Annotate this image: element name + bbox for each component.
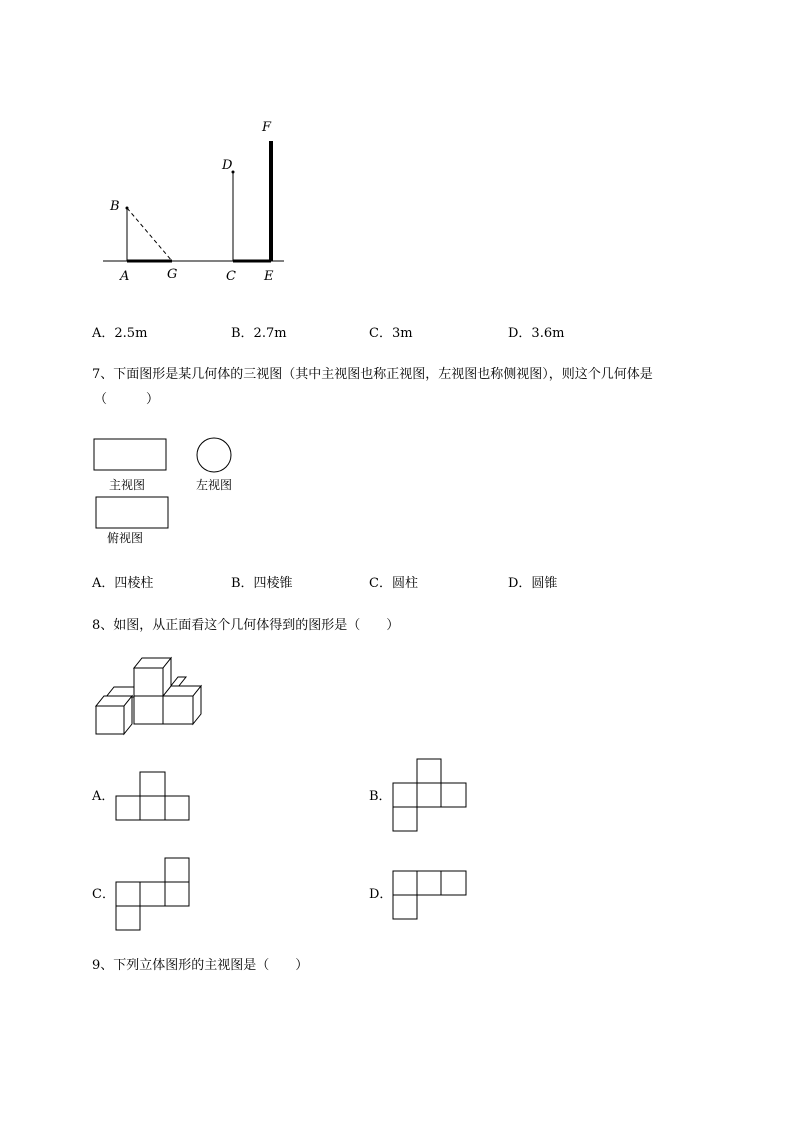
label-f: F xyxy=(262,120,272,135)
q6-option-b: B．2.7m xyxy=(231,326,287,341)
q6-option-c: C．3m xyxy=(369,326,413,341)
q8-option-a-figure xyxy=(116,772,189,820)
q7-option-c: C．圆柱 xyxy=(369,576,418,591)
label-g: G xyxy=(167,267,178,282)
left-view-caption: 左视图 xyxy=(196,478,233,492)
q9-stem: 9、下列立体图形的主视图是（ ） xyxy=(92,958,309,973)
label-e: E xyxy=(264,269,274,284)
label-d: D xyxy=(222,158,233,173)
q8-option-d-figure xyxy=(393,871,466,919)
q6-option-a: A．2.5m xyxy=(92,326,148,341)
q8-option-b-figure xyxy=(393,759,466,831)
top-view-caption: 俯视图 xyxy=(107,531,144,545)
q8-option-c-label: C． xyxy=(92,887,115,902)
q8-option-d-label: D． xyxy=(369,887,393,902)
q8-option-b-label: B． xyxy=(369,789,392,804)
label-a: A xyxy=(120,269,130,284)
q6-option-d: D．3.6m xyxy=(508,326,565,341)
q7-option-b: B．四棱锥 xyxy=(231,576,293,591)
label-b: B xyxy=(110,199,120,214)
front-view-caption: 主视图 xyxy=(109,478,146,492)
q8-option-a-label: A． xyxy=(92,789,115,804)
q7-option-a: A．四棱柱 xyxy=(92,576,154,591)
q8-stem: 8、如图，从正面看这个几何体得到的图形是（ ） xyxy=(92,618,400,633)
q8-option-c-figure xyxy=(116,858,189,930)
label-c: C xyxy=(226,269,236,284)
q7-stem-line2: （ ） xyxy=(94,392,160,407)
q7-stem-line1: 7、下面图形是某几何体的三视图（其中主视图也称正视图，左视图也称侧视图），则这个几何体是 xyxy=(92,367,653,382)
q7-option-d: D．圆锥 xyxy=(508,576,558,591)
